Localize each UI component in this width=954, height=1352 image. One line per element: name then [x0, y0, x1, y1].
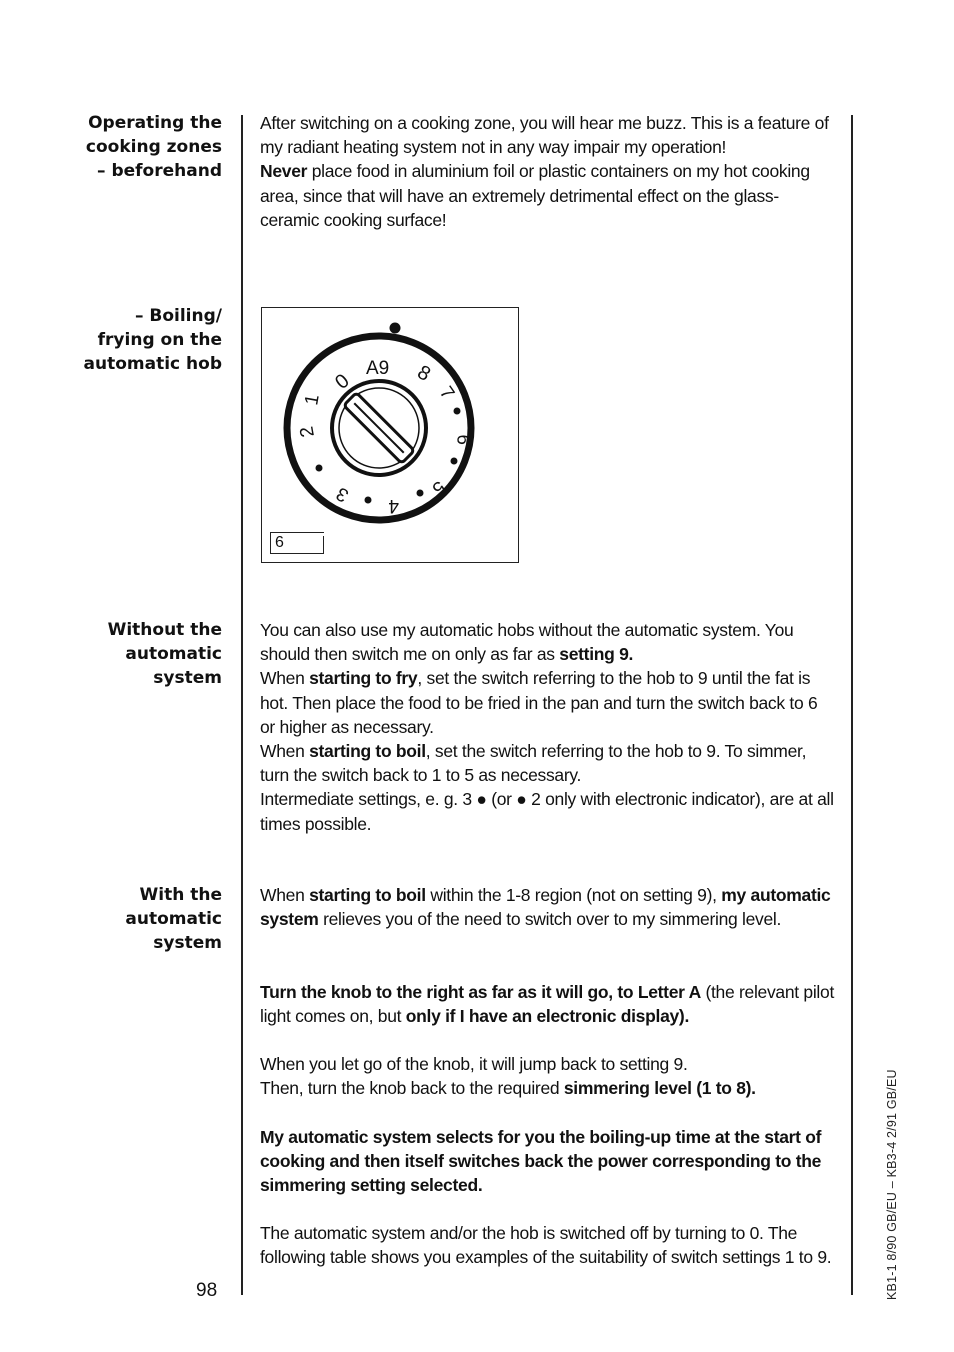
dial-label: 5 — [427, 476, 450, 500]
paragraph — [260, 739, 835, 787]
document-code: KB1-1 8/90 GB/EU – KB3-4 2/91 GB/EU — [885, 1069, 899, 1300]
with-text-1 — [260, 883, 835, 931]
paragraph — [260, 980, 835, 1028]
with-text-3 — [260, 1052, 835, 1100]
heading-with — [40, 883, 222, 955]
paragraph: Intermediate settings, e. g. 3 ● (or ● 2 only with electronic indicator), are at all times possible. — [260, 789, 834, 834]
bold-text: my automatic system — [260, 885, 831, 930]
with-text-5 — [260, 1221, 835, 1269]
paragraph-text: Then, turn the knob back to the required — [260, 1078, 564, 1099]
bold-text: starting to fry — [309, 668, 418, 689]
bold-text: starting to boil — [309, 741, 426, 762]
paragraph-text: When — [260, 668, 310, 689]
paragraph — [260, 618, 835, 666]
bold-text: Turn the knob to the right as far as it will go, to Letter A — [260, 982, 701, 1002]
heading-line: Operating the — [88, 113, 222, 133]
dial-label: 6 — [452, 433, 474, 446]
with-text-2 — [260, 980, 835, 1028]
knob-grip — [344, 393, 415, 464]
paragraph: After switching on a cooking zone, you will hear me buzz. This is a feature of my radiant heating system not in any way impair my operation! — [260, 113, 829, 158]
paragraph-text: relieves you of the need to switch over to my simmering level. — [318, 909, 782, 930]
setting-dot — [365, 497, 372, 504]
paragraph-text: When — [260, 885, 310, 905]
bold-text: Never — [260, 161, 308, 182]
paragraph: My automatic system selects for you the boiling-up time at the start of cooking and then itself switches back the power corresponding to the simmering setting selected. — [260, 1127, 822, 1196]
setting-dot — [451, 458, 458, 465]
dial-label: 2 — [296, 424, 319, 439]
paragraph-text: place food in aluminium foil or plastic containers on my hot cooking area, since that will have an extremely detrimental effect on the glass-ceramic cooking surface! — [260, 161, 810, 230]
paragraph — [260, 159, 835, 232]
setting-dot — [417, 490, 424, 497]
dial-label: 1 — [301, 392, 324, 407]
dial-label: 0 — [331, 369, 354, 394]
operating-text — [260, 111, 835, 232]
heading-operating — [40, 111, 222, 183]
dial-label: 7 — [434, 382, 459, 404]
setting-dot — [316, 465, 323, 472]
paragraph: The automatic system and/or the hob is switched off by turning to 0. The following table shows you examples of the suitability of switch settings 1 to 9. — [260, 1223, 832, 1268]
paragraph-text: You can also use my automatic hobs without the automatic system. You should then switch me on only as far as — [260, 620, 794, 665]
heading-without — [40, 618, 222, 690]
figure-label: 6 — [270, 532, 324, 554]
paragraph: When you let go of the knob, it will jump back to setting 9. — [260, 1054, 688, 1074]
paragraph-text: within the 1-8 region (not on setting 9), — [425, 885, 722, 905]
paragraph-text: (the relevant pilot light comes on, but — [260, 982, 835, 1027]
heading-line: – beforehand — [97, 161, 222, 181]
setting-dot — [454, 408, 461, 415]
heading-boiling — [40, 304, 222, 376]
dial-label: 3 — [332, 482, 353, 506]
dial-label: A9 — [366, 358, 390, 379]
heading-line: automatic — [125, 644, 222, 664]
heading-line: frying on the — [97, 330, 222, 350]
heading-line: cooking zones — [85, 137, 222, 157]
left-column-rule — [241, 115, 243, 1295]
indicator-dot — [390, 323, 401, 334]
heading-line: automatic hob — [83, 354, 222, 374]
heading-line: Without the — [107, 620, 222, 640]
paragraph-text: , set the switch referring to the hob to 9 until the fat is hot. Then place the food to be fried in the pan and turn the switch back to 6 or higher as necessary. — [260, 668, 818, 737]
control-knob-diagram — [262, 308, 517, 561]
without-text — [260, 618, 835, 836]
bold-text: simmering level (1 to 8). — [563, 1078, 756, 1099]
with-text-4 — [260, 1125, 835, 1198]
heading-line: system — [153, 668, 222, 688]
bold-text: only if I have an electronic display). — [405, 1006, 690, 1027]
heading-line: system — [153, 933, 222, 953]
heading-line: With the — [139, 885, 222, 905]
heading-line: – Boiling/ — [134, 306, 222, 326]
paragraph-text: , set the switch referring to the hob to 9. To simmer, turn the switch back to 1 to 5 as necessary. — [260, 741, 807, 786]
dial-figure — [261, 307, 519, 563]
paragraph — [260, 666, 835, 739]
paragraph-text: When — [260, 741, 310, 762]
bold-text: starting to boil — [309, 885, 426, 905]
paragraph — [260, 883, 835, 931]
dial-label: 8 — [413, 361, 435, 386]
right-margin-rule — [851, 115, 853, 1295]
paragraph — [260, 1076, 835, 1100]
heading-line: automatic — [125, 909, 222, 929]
page-number: 98 — [196, 1280, 218, 1301]
dial-label: 4 — [388, 495, 399, 516]
bold-text: setting 9. — [559, 644, 634, 665]
